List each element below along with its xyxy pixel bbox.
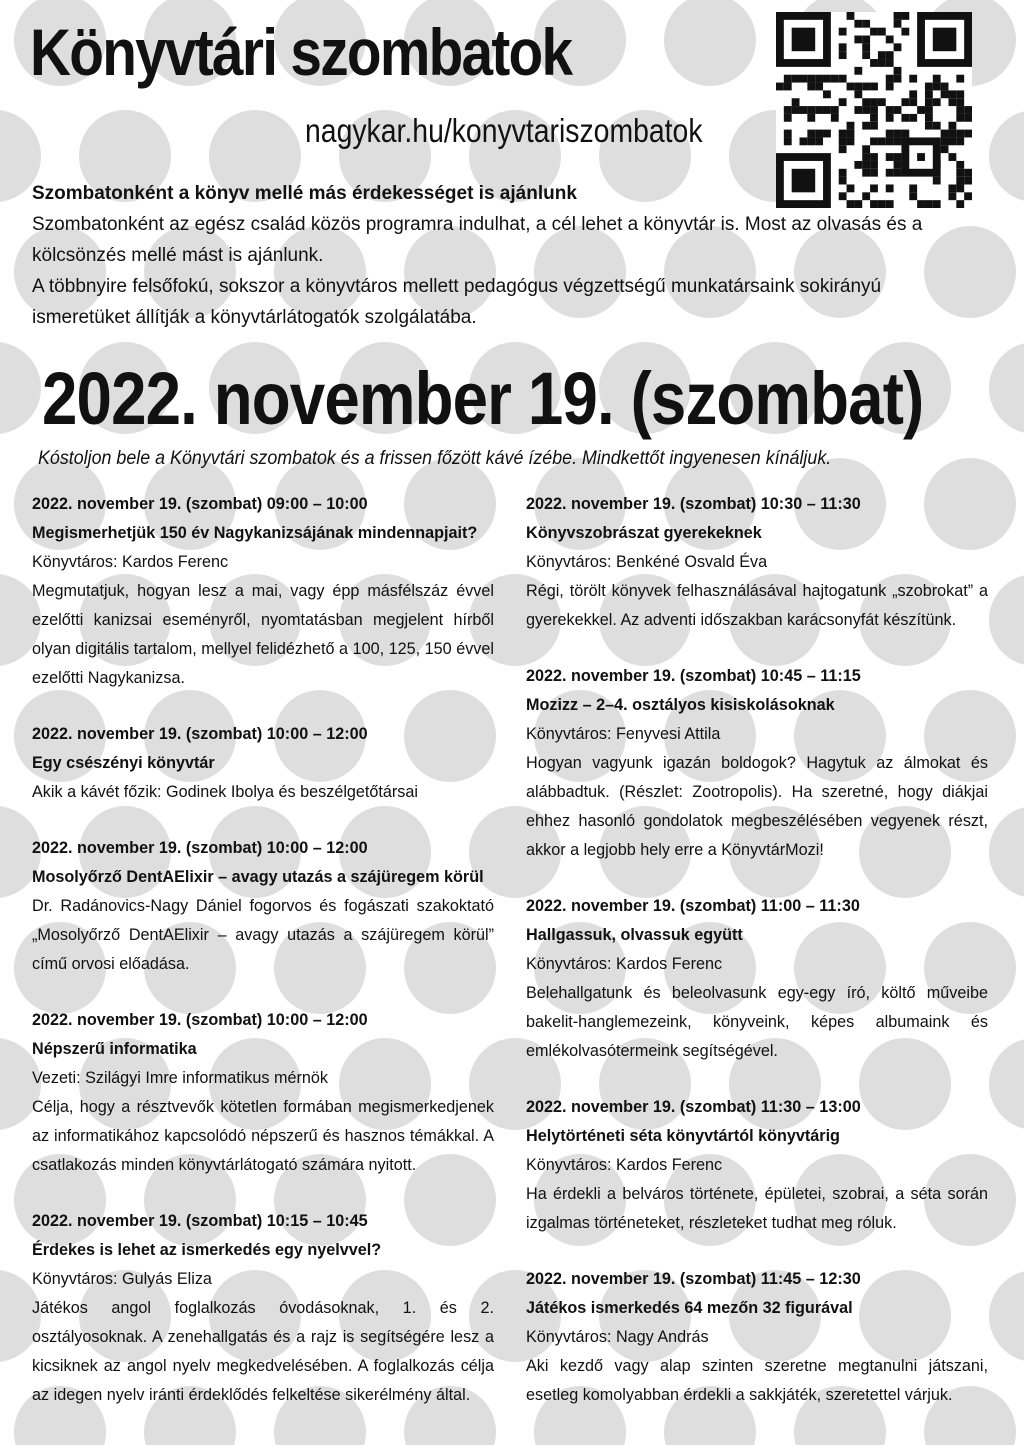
page-title: Könyvtári szombatok: [30, 15, 572, 89]
event-item: [32, 1006, 494, 1180]
event-description: Megmutatjuk, hogyan lesz a mai, vagy épp másfélszáz évvel ezelőtti kanizsai eseményről, nyomtatásban megjelent hírből olyan digitális tartalom, mellyel felidézhető a 100, 125, 150 évvel ezelőtti Nagykanizsa.: [32, 582, 494, 687]
event-time: 2022. november 19. (szombat) 10:30 – 11:30: [526, 495, 861, 513]
event-item: [32, 1207, 494, 1410]
event-host: Könyvtáros: Kardos Ferenc: [526, 1156, 723, 1174]
event-title: Érdekes is lehet az ismerkedés egy nyelvvel?: [32, 1241, 382, 1259]
event-description: Játékos angol foglalkozás óvodásoknak, 1. és 2. osztályosoknak. A zenehallgatás és a rajz is segítségére lesz a kicsiknek az angol nyelv megkedvelésében. A foglalkozás célja az idegen nyelv iránti érdeklődés felkeltése sikerélmény által.: [32, 1299, 494, 1404]
intro-lead: Szombatonként a könyv mellé más érdekességet is ajánlunk: [32, 183, 577, 204]
website-url[interactable]: nagykar.hu/konyvtariszombatok: [305, 112, 703, 149]
intro-paragraph-1: Szombatonként az egész család közös programra indulhat, a cél lehet a könyvtár is. Most az olvasás és a kölcsönzés mellé mást is ajánlunk.: [32, 214, 923, 266]
event-item: [526, 1265, 988, 1410]
event-description: Belehallgatunk és beleolvasunk egy-egy író, költő műveibe bakelit-hanglemezeink, könyveink, képes albumaink és emlékolvasótermeink segítségével.: [526, 984, 988, 1060]
event-item: [32, 490, 494, 693]
event-host: Könyvtáros: Benkéné Osvald Éva: [526, 553, 768, 571]
event-title: Mosolyőrző DentAElixir – avagy utazás a szájüregem körül: [32, 868, 484, 886]
event-time: 2022. november 19. (szombat) 11:30 – 13:00: [526, 1098, 861, 1116]
event-title: Egy csészényi könyvtár: [32, 754, 215, 772]
event-description: Aki kezdő vagy alap szinten szeretne megtanulni játszani, esetleg komolyabban érdekli a sakkjáték, szeretettel várjuk.: [526, 1357, 988, 1404]
event-title: Megismerhetjük 150 év Nagykanizsájának mindennapjait?: [32, 524, 478, 542]
event-item: [526, 662, 988, 865]
event-description: Hogyan vagyunk igazán boldogok? Hagytuk az álmokat és alábbadtuk. (Részlet: Zootropolis). Ha szeretné, hogy diákjai ehhez hasonló gondolatok megbeszélésében vegyenek részt, akkor a legjobb hely erre a KönyvtárMozi!: [526, 754, 988, 859]
event-title: Könyvszobrászat gyerekeknek: [526, 524, 762, 542]
event-description: Dr. Radánovics-Nagy Dániel fogorvos és fogászati szakoktató „Mosolyőrző DentAElixir – avagy utazás a szájüregem körül” című orvosi előadása.: [32, 897, 494, 973]
event-time: 2022. november 19. (szombat) 11:00 – 11:30: [526, 897, 860, 915]
coffee-tagline: Kóstoljon bele a Könyvtári szombatok és a frissen főzött kávé ízébe. Mindkettőt ingyenesen kínáljuk.: [38, 448, 832, 469]
event-host: Könyvtáros: Nagy András: [526, 1328, 709, 1346]
event-time: 2022. november 19. (szombat) 10:15 – 10:45: [32, 1212, 368, 1230]
event-host: Könyvtáros: Fenyvesi Attila: [526, 725, 721, 743]
event-title: Hallgassuk, olvassuk együtt: [526, 926, 743, 944]
event-time: 2022. november 19. (szombat) 09:00 – 10:00: [32, 495, 368, 513]
event-host: Könyvtáros: Gulyás Eliza: [32, 1270, 212, 1288]
event-title: Mozizz – 2–4. osztályos kisiskolásoknak: [526, 696, 835, 714]
event-item: [526, 892, 988, 1066]
event-title: Népszerű informatika: [32, 1040, 197, 1058]
event-time: 2022. november 19. (szombat) 10:00 – 12:00: [32, 725, 368, 743]
event-time: 2022. november 19. (szombat) 10:00 – 12:00: [32, 1011, 368, 1029]
event-title: Helytörténeti séta könyvtártól könyvtárig: [526, 1127, 840, 1145]
event-host: Vezeti: Szilágyi Imre informatikus mérnök: [32, 1069, 328, 1087]
intro-section: [32, 178, 962, 333]
event-title: Játékos ismerkedés 64 mezőn 32 figurával: [526, 1299, 853, 1317]
event-time: 2022. november 19. (szombat) 10:45 – 11:15: [526, 667, 861, 685]
event-host: Könyvtáros: Kardos Ferenc: [526, 955, 723, 973]
event-description: Ha érdekli a belváros története, épületei, szobrai, a séta során izgalmas történeteket, részleteket tudhat meg róluk.: [526, 1185, 988, 1232]
event-item: [32, 720, 494, 807]
event-host: Akik a kávét főzik: Godinek Ibolya és beszélgetőtársai: [32, 783, 419, 801]
event-description: Célja, hogy a résztvevők kötetlen formában megismerkedjenek az informatikához kapcsolódó népszerű és hasznos témákkal. A csatlakozás minden könyvtárlátogató számára nyitott.: [32, 1098, 494, 1174]
event-host: Könyvtáros: Kardos Ferenc: [32, 553, 229, 571]
event-time: 2022. november 19. (szombat) 11:45 – 12:30: [526, 1270, 861, 1288]
event-item: [32, 834, 494, 979]
right-event-column: [526, 490, 988, 1437]
event-date-heading: 2022. november 19. (szombat): [42, 357, 924, 440]
intro-paragraph-2: A többnyire felsőfokú, sokszor a könyvtáros mellett pedagógus végzettségű munkatársaink sokirányú ismeretüket állítják a könyvtárlátogatók szolgálatába.: [32, 276, 882, 328]
event-description: Régi, törölt könyvek felhasználásával hajtogatunk „szobrokat” a gyerekekkel. Az adventi időszakban karácsonyfát készítünk.: [526, 582, 988, 629]
event-item: [526, 1093, 988, 1238]
event-item: [526, 490, 988, 635]
left-event-column: [32, 490, 494, 1437]
event-time: 2022. november 19. (szombat) 10:00 – 12:00: [32, 839, 368, 857]
